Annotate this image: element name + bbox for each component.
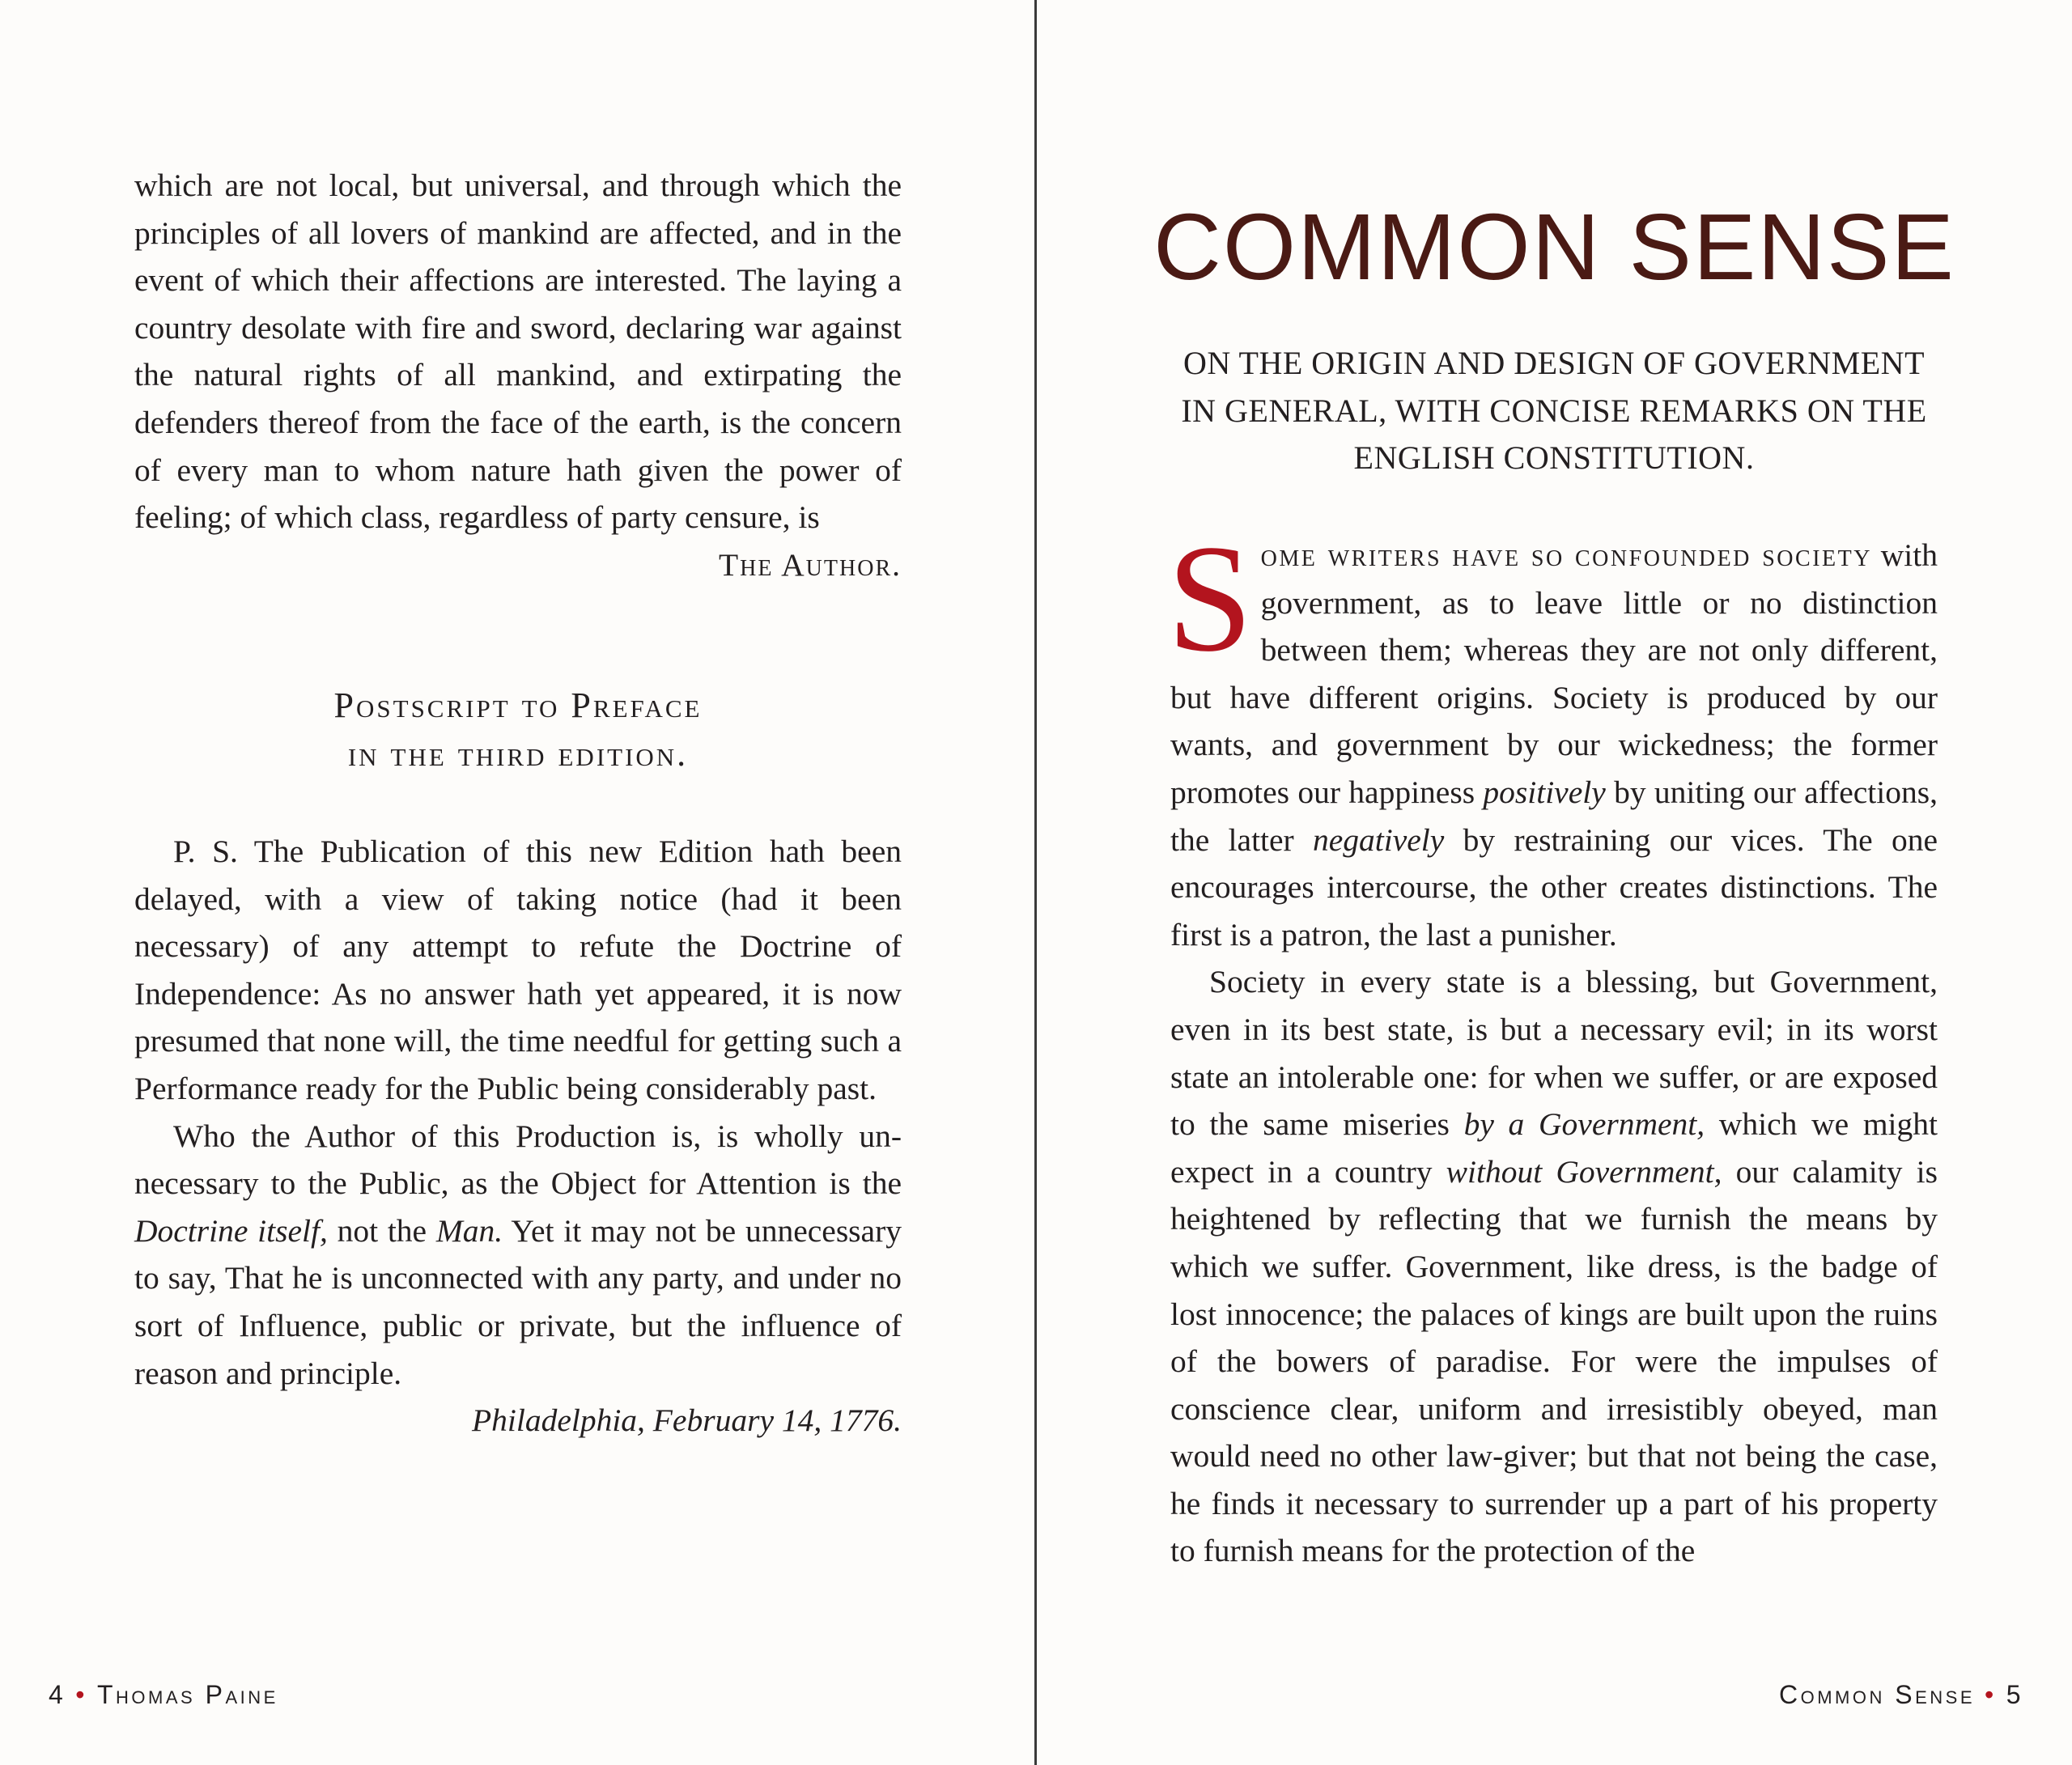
- author-paragraph-italic-2: Man.: [435, 1212, 503, 1249]
- p2-italic-1: by a Government,: [1463, 1106, 1705, 1143]
- postscript-body: [134, 828, 902, 1445]
- p1-italic-1: positively: [1483, 774, 1606, 810]
- right-page-number: 5: [2006, 1680, 2023, 1709]
- ps-paragraph: P. S. The Publication of this new Edition hath been delayed, with a view of taking notice (had it been necessary) of any attempt to refute the Doctrine of Independence: As no answer hath yet appeared, it is now presumed that none will, the time needful for getting such a Performance ready for the Public being considerably past.: [134, 834, 902, 1106]
- book-title: COMMON SENSE: [1153, 194, 1955, 299]
- author-paragraph-text-1: Who the Author of this Production is, is wholly unnecessary to the Public, as the Object for Attention is the: [134, 1118, 902, 1202]
- author-paragraph-text-2: not the: [327, 1212, 436, 1249]
- postscript-heading-line-2: in the third edition.: [347, 734, 689, 774]
- opening-paragraph: [1167, 514, 1938, 958]
- left-running-foot: [49, 1677, 278, 1712]
- left-body-text: [134, 162, 902, 588]
- p1-text-1: with government, as to leave little or no distinction between them; whereas they are not only different, but have different origins. Society is produced by our wants, and government by our wickedness; the former promotes our happiness: [1170, 537, 1938, 810]
- p1-text-2: by uniting our affections, the latter: [1170, 774, 1938, 858]
- footer-bullet-icon: •: [75, 1680, 87, 1709]
- postscript-heading: [134, 681, 902, 779]
- left-footer-text: Thomas Paine: [97, 1680, 278, 1709]
- left-page-number: 4: [49, 1680, 66, 1709]
- second-paragraph: [1170, 958, 1938, 1575]
- preface-closing-paragraph: which are not local, but universal, and through which the principles of all lovers of mankind are affected, and in the event of which their affections are interested. The laying a country desolate with fire and sword, declaring war against the natural rights of all mankind, and extirpating the defenders thereof from the face of the earth, is the concern of every man to whom nature hath given the power of feeling; of which class, regardless of party censure, is: [134, 168, 902, 536]
- right-footer-text: Common Sense: [1778, 1680, 1975, 1709]
- right-body-text: [1167, 514, 1938, 1575]
- place-date: Philadelphia, February 14, 1776.: [472, 1402, 902, 1439]
- lead-in: ome writers have so confounded society: [1260, 537, 1872, 573]
- p2-text-1: Society in every state is a blessing, but Government, even in its best state, is but a necessary evil; in its worst state an intolerable one: for when we suffer, or are exposed to the same miseries: [1170, 964, 1938, 1143]
- book-subtitle: ON THE ORIGIN AND DESIGN OF GOVERNMENT IN GENERAL, WITH CONCISE REMARKS ON THE ENGLISH CONSTITUTION.: [1181, 345, 1927, 477]
- author-paragraph-italic-1: Doctrine itself,: [134, 1212, 328, 1249]
- postscript-heading-line-1: Postscript to Preface: [333, 685, 703, 725]
- p2-italic-2: without Government,: [1446, 1153, 1722, 1190]
- p2-text-2: which we might expect in a country: [1170, 1106, 1938, 1190]
- author-paragraph-text-3: Yet it may not be unnecessary to say, That he is unconnected with any party, and under no sort of Influence, public or private, but the influence of reason and principle.: [134, 1212, 902, 1391]
- right-page: [1037, 0, 2072, 1765]
- p1-italic-2: negatively: [1313, 821, 1445, 858]
- author-paragraph: [134, 1113, 902, 1398]
- p1-text-3: by restraining our vices. The one encourages intercourse, the other creates distinctions. The first is a patron, the last a punisher.: [1170, 821, 1938, 953]
- p2-text-3: our calamity is heightened by reflecting that we furnish the means by which we suffer. Government, like dress, is the badge of lost innocence; the palaces of kings are built upon the ruins of the bowers of paradise. For were the impulses of conscience clear, uniform and irresistibly obeyed, man would need no other law-giver; but that not being the case, he finds it necessary to surrender up a part of his property to furnish means for the protection of the: [1170, 1153, 1938, 1569]
- right-running-foot: [1779, 1677, 2023, 1712]
- author-signature: The Author.: [719, 546, 902, 583]
- left-page: [0, 0, 1034, 1765]
- footer-bullet-icon: •: [1985, 1680, 1997, 1709]
- drop-cap: S: [1167, 514, 1253, 684]
